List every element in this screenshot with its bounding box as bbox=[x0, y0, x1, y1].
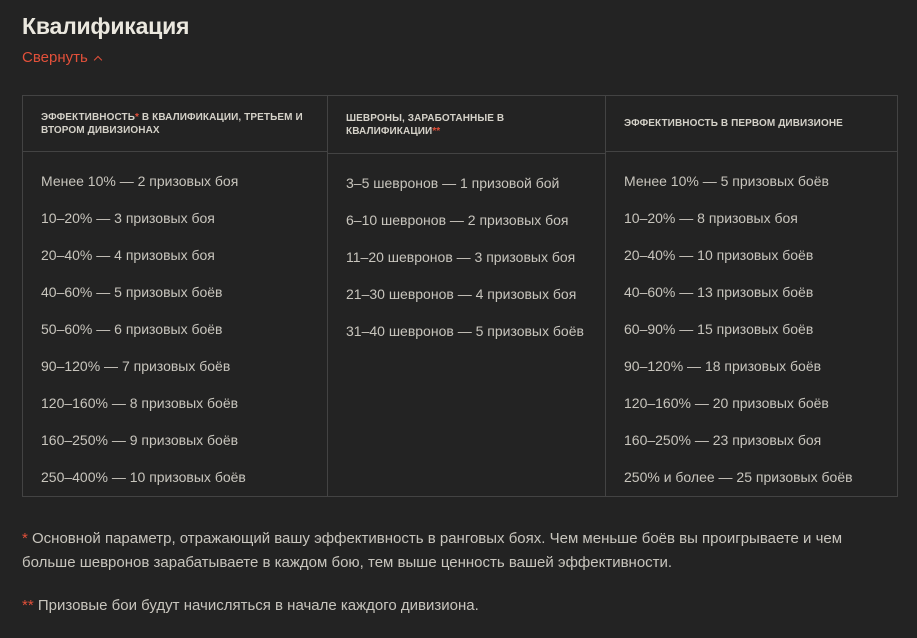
column-header bbox=[23, 96, 327, 152]
table-cell: 250% и более — 25 призовых боёв bbox=[624, 469, 853, 485]
footnote-text: Призовые бои будут начисляться в начале каждого дивизиона. bbox=[33, 597, 479, 614]
table-cell: 60–90% — 15 призовых боёв bbox=[624, 321, 814, 337]
footnote-mark: * bbox=[22, 530, 28, 547]
footnote-text: Основной параметр, отражающий вашу эффективность в ранговых боях. Чем меньше боёв вы проигрываете и чем больше шевронов зарабатываете в каждом бою, тем выше ценность вашей эффективности. bbox=[22, 530, 843, 571]
table-cell: 6–10 шевронов — 2 призовых боя bbox=[346, 212, 569, 228]
column-header-text: ШЕВРОНЫ, ЗАРАБОТАННЫЕ В КВАЛИФИКАЦИИ bbox=[346, 112, 505, 137]
table-cell: 10–20% — 3 призовых боя bbox=[41, 210, 215, 226]
footnote-mark: * bbox=[135, 111, 140, 123]
table-cell: 120–160% — 20 призовых боёв bbox=[624, 395, 829, 411]
column-header-suffix: В КВАЛИФИКАЦИИ, ТРЕТЬЕМ И ВТОРОМ ДИВИЗИОНАХ bbox=[41, 111, 303, 136]
table-cell: 250–400% — 10 призовых боёв bbox=[41, 469, 246, 485]
column-efficiency-qualification bbox=[23, 96, 328, 496]
column-header bbox=[328, 96, 605, 154]
table-cell: 21–30 шевронов — 4 призовых боя bbox=[346, 286, 577, 302]
table-cell: 90–120% — 18 призовых боёв bbox=[624, 358, 822, 374]
column-header bbox=[606, 96, 897, 152]
column-chevrons-qualification bbox=[328, 96, 606, 496]
table-cell: 11–20 шевронов — 3 призовых боя bbox=[346, 249, 576, 265]
table-cell: 160–250% — 23 призовых боя bbox=[624, 432, 822, 448]
column-header-text: ЭФФЕКТИВНОСТЬ bbox=[41, 111, 136, 123]
table-cell: 90–120% — 7 призовых боёв bbox=[41, 358, 231, 374]
footnote-mark: ** bbox=[22, 597, 34, 614]
table-cell: 10–20% — 8 призовых боя bbox=[624, 210, 798, 226]
table-cell: 20–40% — 10 призовых боёв bbox=[624, 247, 814, 263]
table-cell: 40–60% — 13 призовых боёв bbox=[624, 284, 814, 300]
table-cell: 3–5 шевронов — 1 призовой бой bbox=[346, 175, 560, 191]
table-cell: 40–60% — 5 призовых боёв bbox=[41, 284, 223, 300]
table-cell: 20–40% — 4 призовых боя bbox=[41, 247, 215, 263]
footnote-mark: ** bbox=[432, 125, 441, 137]
table-cell: 160–250% — 9 призовых боёв bbox=[41, 432, 239, 448]
qualification-table bbox=[22, 95, 898, 497]
collapse-label: Свернуть bbox=[22, 49, 88, 66]
table-cell: 31–40 шевронов — 5 призовых боёв bbox=[346, 323, 584, 339]
table-cell: 50–60% — 6 призовых боёв bbox=[41, 321, 223, 337]
footnote-efficiency bbox=[22, 527, 892, 575]
column-efficiency-first-division bbox=[606, 96, 897, 496]
table-cell: Менее 10% — 2 призовых боя bbox=[41, 173, 239, 189]
table-cell: Менее 10% — 5 призовых боёв bbox=[624, 173, 829, 189]
page-title: Квалификация bbox=[22, 13, 190, 39]
chevron-up-icon bbox=[94, 56, 102, 64]
column-header-text: ЭФФЕКТИВНОСТЬ В ПЕРВОМ ДИВИЗИОНЕ bbox=[624, 118, 843, 129]
collapse-toggle[interactable] bbox=[22, 48, 101, 68]
table-cell: 120–160% — 8 призовых боёв bbox=[41, 395, 239, 411]
footnote-prize-battles bbox=[22, 594, 892, 618]
